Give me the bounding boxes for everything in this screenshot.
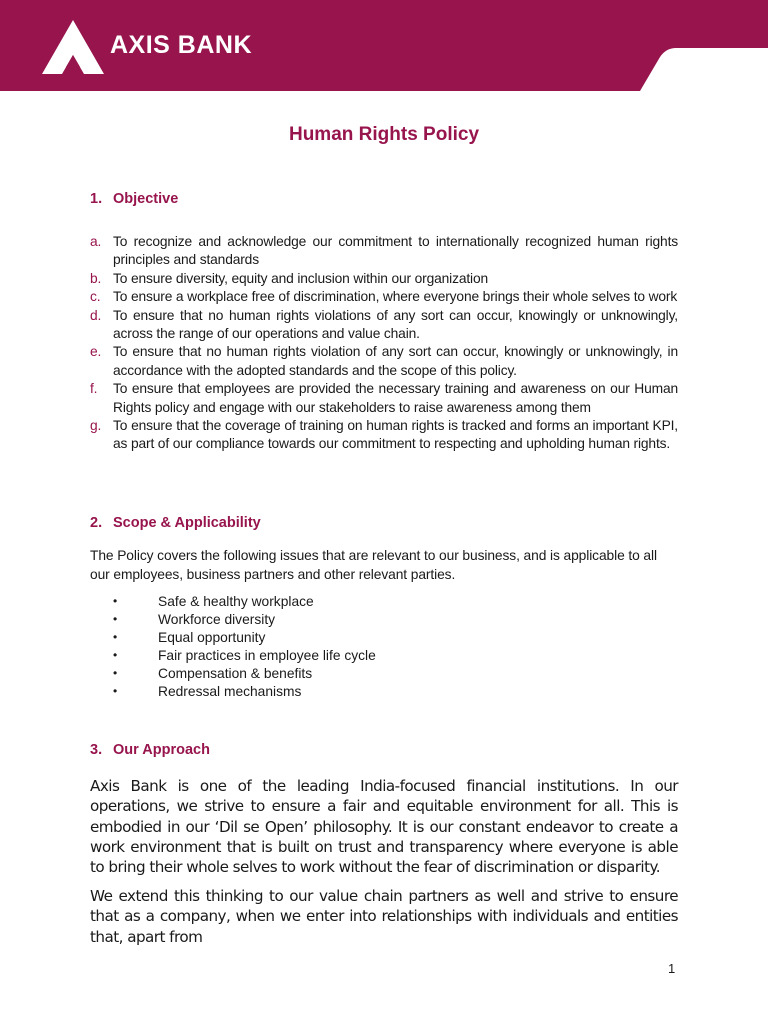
bullet-icon: • bbox=[113, 629, 118, 644]
list-item bbox=[90, 270, 678, 288]
section-title: Our Approach bbox=[113, 742, 210, 758]
list-letter: e. bbox=[90, 344, 102, 360]
section-heading-approach bbox=[90, 742, 210, 758]
bullet-text: Equal opportunity bbox=[158, 629, 266, 645]
bullet-icon: • bbox=[113, 594, 118, 608]
list-text: To ensure a workplace free of discrimination, where everyone brings their whole selves to work bbox=[113, 289, 678, 305]
bullet-item bbox=[112, 593, 376, 611]
bullet-icon: • bbox=[113, 611, 118, 626]
page-title: Human Rights Policy bbox=[288, 124, 480, 145]
section-title: Scope & Applicability bbox=[113, 515, 261, 531]
objective-list bbox=[90, 233, 678, 454]
bullet-text: Compensation & benefits bbox=[158, 665, 313, 681]
bullet-text: Redressal mechanisms bbox=[158, 683, 302, 699]
list-item bbox=[90, 233, 678, 270]
bullet-item bbox=[112, 629, 376, 647]
section-number: 2. bbox=[90, 515, 103, 531]
section-heading-objective bbox=[90, 191, 178, 207]
list-letter: f. bbox=[90, 381, 98, 397]
list-text: To ensure diversity, equity and inclusion within our organization bbox=[113, 270, 488, 286]
brand-name: AXIS BANK bbox=[110, 30, 253, 59]
section-title: Objective bbox=[113, 191, 179, 207]
section-heading-scope bbox=[90, 515, 261, 531]
bullet-item bbox=[112, 683, 376, 701]
list-letter: b. bbox=[90, 270, 102, 286]
list-item bbox=[90, 343, 678, 380]
scope-paragraph: The Policy covers the following issues that are relevant to our business, and is applicable to all our employees, business partners and other relevant parties. bbox=[90, 548, 657, 582]
approach-paragraph-1: Axis Bank is one of the leading India-focused financial institutions. In our operations, we strive to ensure a fair and equitable environment for all. This is embodied in our ‘Dil se Open’ philosophy. It is our constant endeavor to create a work environment that is built on trust and transparency where everyone is able to bring their whole selves to work without the fear of discrimination or disparity. bbox=[90, 777, 678, 877]
bullet-icon: • bbox=[113, 683, 118, 698]
approach-paragraph-2: We extend this thinking to our value chain partners as well and strive to ensure that as a company, when we enter into relationships with individuals and entities that, apart from bbox=[90, 887, 678, 946]
list-letter: a. bbox=[90, 234, 102, 249]
bullet-item bbox=[112, 611, 376, 629]
section-number: 1. bbox=[90, 191, 103, 207]
bullet-text: Workforce diversity bbox=[158, 611, 276, 627]
list-text: To recognize and acknowledge our commitment to internationally recognized human rights principles and standards bbox=[113, 234, 678, 268]
bullet-text: Safe & healthy workplace bbox=[158, 594, 314, 609]
list-text: To ensure that the coverage of training on human rights is tracked and forms an important KPI, as part of our compliance towards our commitment to respecting and upholding human rights. bbox=[113, 418, 678, 452]
list-letter: c. bbox=[90, 289, 101, 305]
bullet-text: Fair practices in employee life cycle bbox=[158, 647, 376, 663]
list-text: To ensure that no human rights violations of any sort can occur, knowingly or unknowingly, across the range of our operations and value chain. bbox=[113, 307, 678, 342]
list-letter: g. bbox=[90, 418, 102, 434]
axis-bank-logo[interactable] bbox=[42, 20, 252, 74]
list-text: To ensure that no human rights violation of any sort can occur, knowingly or unknowingly, in accordance with the adopted standards and the scope of this policy. bbox=[113, 344, 678, 378]
bullet-icon: • bbox=[113, 647, 118, 662]
list-item bbox=[90, 417, 678, 454]
section-number: 3. bbox=[90, 742, 103, 758]
scope-bullet-list bbox=[112, 593, 376, 700]
list-item bbox=[90, 288, 678, 306]
list-item bbox=[90, 380, 678, 417]
list-letter: d. bbox=[90, 307, 102, 323]
bullet-item bbox=[112, 647, 376, 665]
list-text: To ensure that employees are provided the necessary training and awareness on our Human Rights policy and engage with our stakeholders to raise awareness among them bbox=[113, 381, 678, 415]
bullet-item bbox=[112, 665, 376, 683]
axis-logo-icon bbox=[42, 20, 104, 74]
list-item bbox=[90, 307, 678, 344]
page-number: 1 bbox=[668, 961, 676, 976]
header-banner bbox=[0, 0, 768, 91]
bullet-icon: • bbox=[113, 665, 118, 680]
